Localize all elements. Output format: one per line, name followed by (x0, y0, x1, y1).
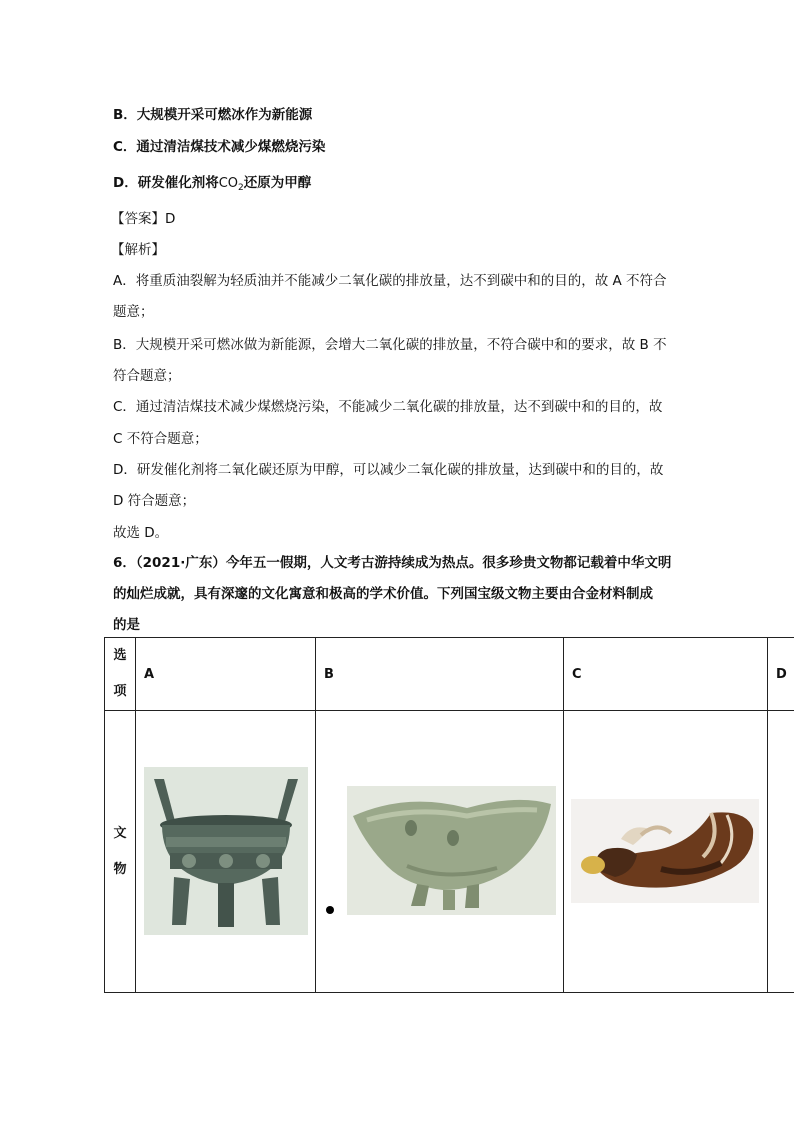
question-6-line: 的是 (113, 617, 140, 633)
analysis-line: A．将重质油裂解为轻质油并不能减少二氧化碳的排放量，达不到碳中和的目的，故 A 不符合 (113, 273, 667, 289)
analysis-line: 题意； (113, 304, 154, 320)
agate-cup-icon (571, 799, 759, 903)
answer-value: D (165, 211, 176, 227)
table-header-row (105, 638, 794, 711)
option-d-label: D． (113, 175, 138, 191)
analysis-line: D．研发催化剂将二氧化碳还原为甲醇，可以减少二氧化碳的排放量，达到碳中和的目的，故 (113, 462, 664, 478)
analysis-line: D 符合题意； (113, 493, 196, 509)
column-head-b: B (316, 638, 564, 711)
artifact-cell-d (768, 711, 794, 993)
bronze-goblet-icon (347, 786, 556, 915)
option-b (113, 103, 312, 123)
option-d-text-before: 研发催化剂将 (137, 175, 219, 191)
option-c-text: 通过清洁煤技术减少煤燃烧污染 (136, 139, 326, 155)
header-label: 选项 (113, 648, 127, 699)
analysis-line: B．大规模开采可燃冰做为新能源，会增大二氧化碳的排放量，不符合碳中和的要求，故 B 不 (113, 337, 667, 353)
analysis-line: C 不符合题意； (113, 431, 208, 447)
option-c-label: C． (113, 139, 137, 155)
bullet-dot (326, 906, 334, 914)
column-head-c: C (564, 638, 768, 711)
answer-line (111, 207, 175, 227)
option-d-formula (219, 176, 244, 191)
analysis-line: 符合题意； (113, 368, 181, 384)
row-label-cell (105, 711, 136, 993)
option-b-label: B． (113, 107, 137, 123)
formula-main: CO (218, 176, 239, 191)
column-head-d: D (768, 638, 794, 711)
column-head-a: A (136, 638, 316, 711)
question-6-line: 的灿烂成就，具有深邃的文化寓意和极高的学术价值。下列国宝级文物主要由合金材料制成 (113, 586, 653, 602)
analysis-label: 【解析】 (111, 242, 165, 258)
table-artifact-row (105, 711, 794, 993)
analysis-line: C．通过清洁煤技术减少煤燃烧污染，不能减少二氧化碳的排放量，达不到碳中和的目的，故 (113, 399, 663, 415)
option-b-text: 大规模开采可燃冰作为新能源 (136, 107, 313, 123)
option-d (113, 171, 311, 191)
question-6-line: 6．（2021·广东）今年五一假期，人文考古游持续成为热点。很多珍贵文物都记载着中华文明 (113, 555, 672, 571)
artifact-table (104, 637, 794, 993)
artifact-cell-c (564, 711, 768, 993)
header-label-cell (105, 638, 136, 711)
row-label: 文物 (113, 825, 127, 877)
bronze-ding-icon (144, 767, 308, 935)
option-c (113, 135, 325, 155)
artifact-cell-b (316, 711, 564, 993)
answer-label: 【答案】 (111, 211, 165, 227)
formula-subscript: 2 (238, 183, 244, 193)
analysis-line: 故选 D。 (113, 525, 169, 541)
option-d-text-after: 还原为甲醇 (243, 175, 312, 191)
artifact-cell-a (136, 711, 316, 993)
